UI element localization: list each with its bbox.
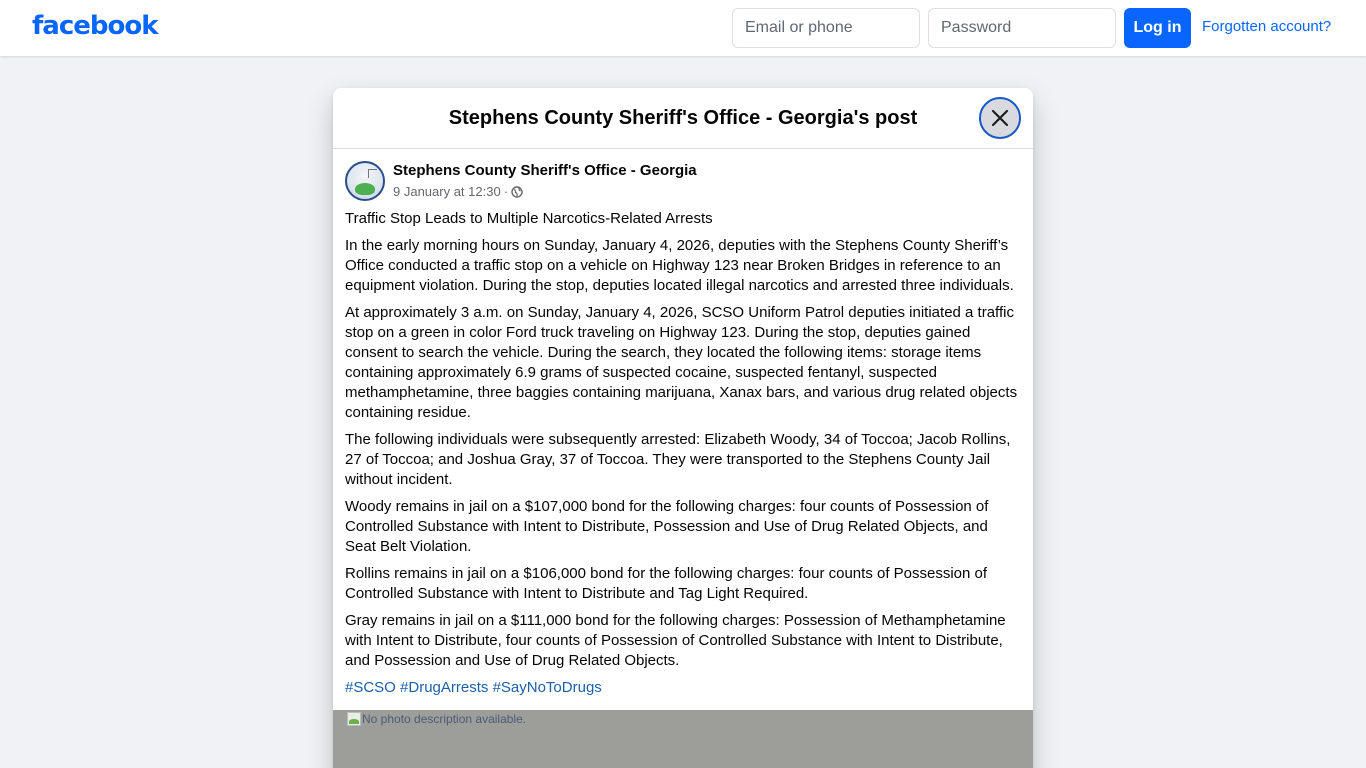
dialog-title: Stephens County Sheriff's Office - Georgia's post — [448, 106, 918, 129]
author-name[interactable]: Stephens County Sheriff's Office - Georgia — [393, 162, 697, 179]
avatar-logo-grass — [355, 183, 375, 195]
hashtag-scso[interactable]: #SCSO — [345, 679, 396, 696]
hashtags — [345, 678, 1021, 698]
page-avatar[interactable] — [345, 161, 385, 201]
post-paragraph: In the early morning hours on Sunday, January 4, 2026, deputies with the Stephens County Sheriff’s Office conducted a traffic stop on a vehicle on Highway 123 near Broken Bridges in reference to an equipment violation. During the stop, deputies located illegal narcotics and arrested three individuals. — [345, 237, 1014, 294]
hashtag-saynotodrugs[interactable]: #SayNoToDrugs — [492, 679, 602, 696]
post-headline: Traffic Stop Leads to Multiple Narcotics-Related Arrests — [345, 210, 713, 227]
globe-icon — [511, 186, 523, 198]
meta-separator: · — [503, 184, 509, 199]
post-paragraph: Gray remains in jail on a $111,000 bond for the following charges: Possession of Methamphetamine with Intent to Distribute, four counts of Possession of Controlled Substance with Intent to Distribute, and Possession and Use of Drug Related Objects. — [345, 612, 1006, 669]
post-paragraph: At approximately 3 a.m. on Sunday, January 4, 2026, SCSO Uniform Patrol deputies initiated a traffic stop on a green in color Ford truck traveling on Highway 123. During the stop, deputies gained consent to search the vehicle. During the search, they located the following items: storage items containing approximately 6.9 grams of suspected cocaine, suspected fentanyl, suspected methamphetamine, three baggies containing marijuana, Xanax bars, and various drug related objects containing residue. — [345, 304, 1018, 421]
email-input[interactable] — [732, 8, 920, 48]
close-button[interactable] — [979, 97, 1021, 139]
hashtag-drugarrests[interactable]: #DrugArrests — [400, 679, 489, 696]
avatar-logo-mark — [368, 169, 377, 178]
post-dialog — [333, 88, 1033, 768]
post-meta — [393, 184, 523, 199]
post-photo[interactable] — [333, 710, 1033, 768]
post-paragraph: Rollins remains in jail on a $106,000 bond for the following charges: four counts of Possession of Controlled Substance with Intent to Distribute and Tag Light Required. — [345, 565, 988, 602]
close-icon — [991, 109, 1009, 127]
login-button[interactable]: Log in — [1124, 8, 1191, 48]
post-paragraph: Woody remains in jail on a $107,000 bond for the following charges: four counts of Possession of Controlled Substance with Intent to Distribute, Possession and Use of Drug Related Objects, and Seat Belt Violation. — [345, 498, 989, 555]
top-navigation-bar — [0, 0, 1366, 56]
password-input[interactable] — [928, 8, 1116, 48]
forgotten-account-link[interactable]: Forgotten account? — [1202, 18, 1332, 35]
post-paragraph: The following individuals were subsequently arrested: Elizabeth Woody, 34 of Toccoa; Jacob Rollins, 27 of Toccoa; and Joshua Gray, 37 of Toccoa. They were transported to the Stephens County Jail without incident. — [345, 431, 1011, 488]
broken-image — [347, 712, 526, 726]
post-timestamp[interactable]: 9 January at 12:30 — [393, 184, 501, 199]
photo-alt-text: No photo description available. — [362, 712, 527, 726]
dialog-header — [333, 88, 1033, 149]
facebook-logo[interactable]: facebook — [32, 11, 158, 41]
broken-image-icon — [347, 712, 361, 726]
post-header — [333, 149, 1033, 209]
post-body — [333, 209, 1033, 698]
